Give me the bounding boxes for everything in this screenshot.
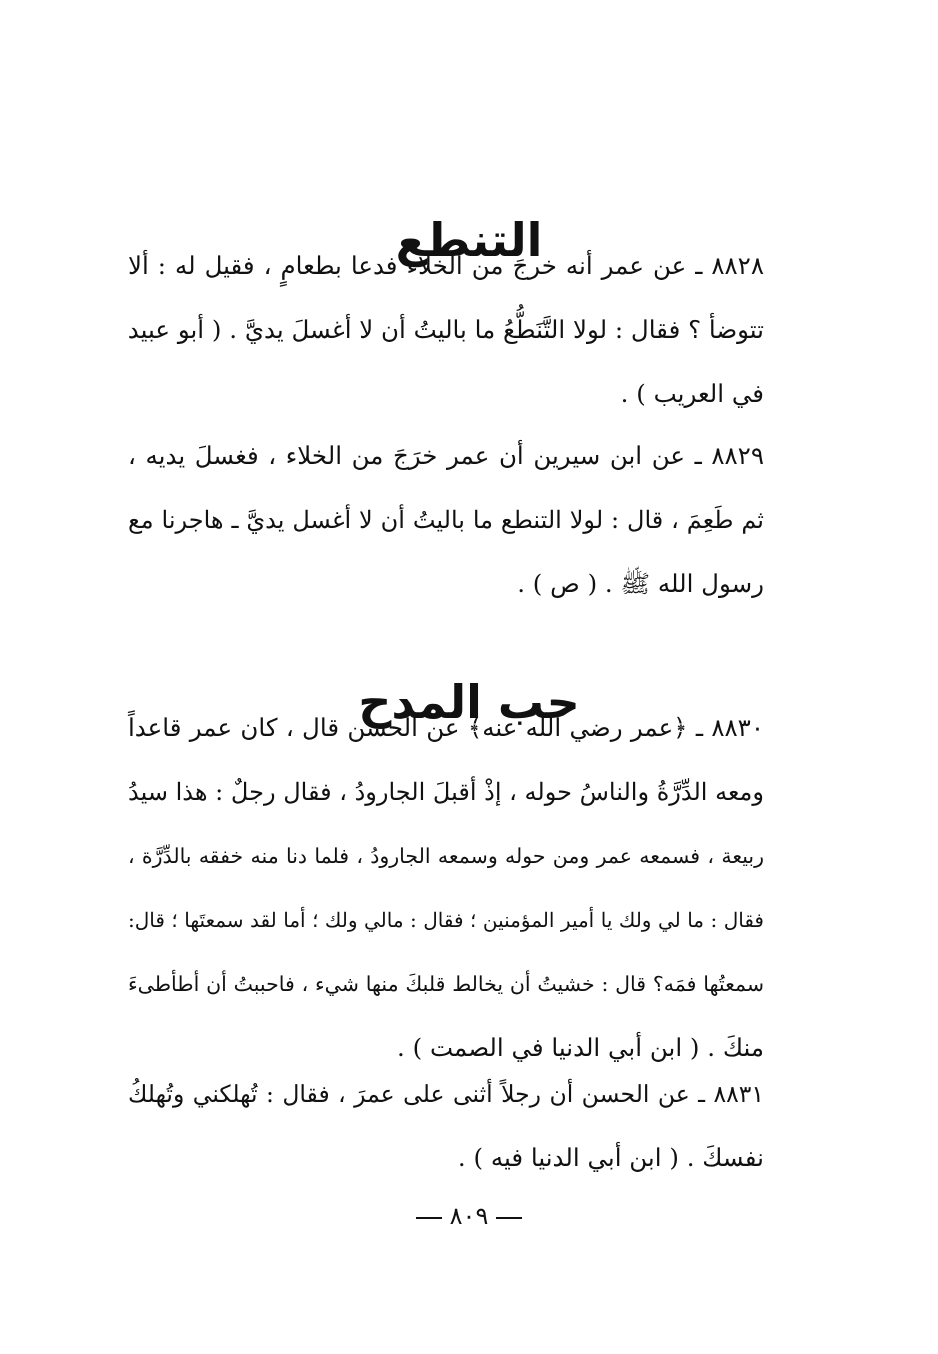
entry-line: تتوضأ ؟ فقال : لولا التَّنَطُّعُ ما باليتُ أن لا أغسلَ يديَّ . ( أبو عبيد <box>127 315 764 344</box>
page-number-dash-right <box>416 1217 442 1219</box>
entry-line: منكَ . ( ابن أبي الدنيا في الصمت ) . <box>397 1033 764 1062</box>
section-heading-hubb-al-madh: حب المدح <box>358 675 580 730</box>
entry-line: ٨٨٢٩ ـ عن ابن سيرين أن عمر خرَجَ من الخلاء ، فغسلَ يديه ، <box>128 441 764 470</box>
entry-line: في العريب ) . <box>620 379 764 408</box>
page-number <box>0 1200 938 1232</box>
entry-line: ٨٨٢٨ ـ عن عمر أنه خرجَ من الخلاء فدعا بطعامٍ ، فقيل له : ألا <box>128 251 764 280</box>
entry-line: سمعتُها فمَه؟ قال : خشيتُ أن يخالط قلبكَ منها شيء ، فاحببتُ أن أطأطىءَ <box>128 972 764 996</box>
hadith-entry-8829 <box>128 424 764 616</box>
entry-line: ٨٨٣٠ ـ ﴿عمر رضي الله عنه﴾ عن الحسن قال ، كان عمر قاعداً <box>128 713 764 742</box>
page-number-text: ٨٠٩ <box>449 1202 489 1230</box>
entry-line: ثم طَعِمَ ، قال : لولا التنطع ما باليتُ أن لا أغسل يديَّ ـ هاجرنا مع <box>128 506 764 534</box>
page-number-dash-left <box>496 1217 522 1219</box>
hadith-entry-8830 <box>128 696 764 1080</box>
hadith-entry-8831 <box>128 1062 764 1190</box>
entry-line: ٨٨٣١ ـ عن الحسن أن رجلاً أثنى على عمرَ ، فقال : تُهلكني وتُهلكُ <box>128 1080 764 1108</box>
entry-line: ربيعة ، فسمعه عمر ومن حوله وسمعه الجارودُ ، فلما دنا منه خفقه بالدِّرَّة ، <box>128 844 764 868</box>
entry-line: فقال : ما لي ولك يا أمير المؤمنين ؛ فقال : مالي ولك ؛ أما لقد سمعتَها ؛ قال: <box>128 908 764 932</box>
entry-line: ومعه الدِّرَّةُ والناسُ حوله ، إذْ أقبلَ الجارودُ ، فقال رجلٌ : هذا سيدُ <box>128 778 764 806</box>
section-heading-tanattu: التنطع <box>395 213 543 268</box>
hadith-entry-8828 <box>128 234 764 426</box>
entry-line: نفسكَ . ( ابن أبي الدنيا فيه ) . <box>457 1143 764 1172</box>
entry-line: رسول الله ﷺ . ( ص ) . <box>517 569 764 598</box>
